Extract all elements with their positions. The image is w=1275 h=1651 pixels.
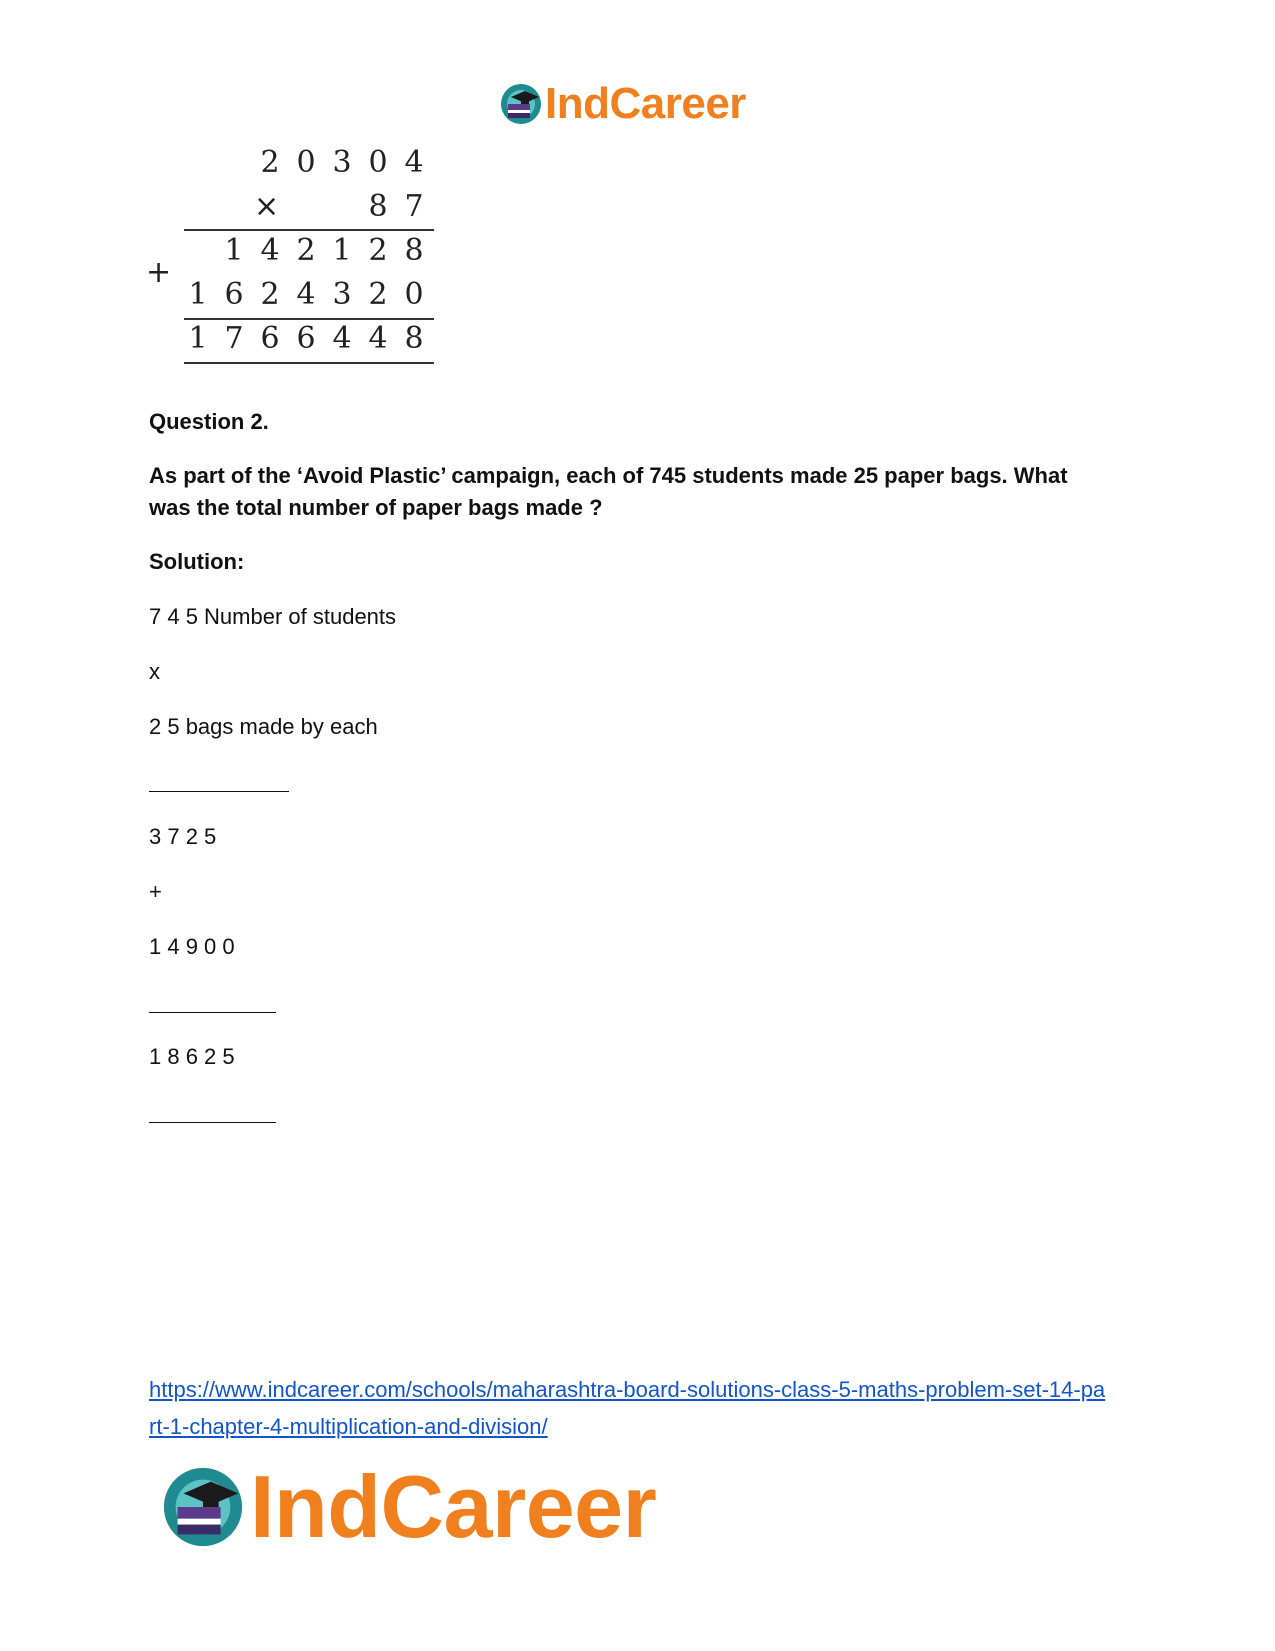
partial-product-1-row <box>140 233 432 268</box>
digit: 1 <box>224 233 244 268</box>
digit: 1 <box>188 321 208 356</box>
solution-divider <box>149 1012 276 1013</box>
solution-plus-sign: + <box>149 879 162 904</box>
digit: 1 <box>332 233 352 268</box>
digit: 4 <box>404 145 424 180</box>
digit: 3 <box>332 145 352 180</box>
digit: 7 <box>224 321 244 356</box>
digit: 8 <box>404 233 424 268</box>
multiplicand-row <box>140 145 432 180</box>
divider-line <box>184 318 434 320</box>
multiply-sign: × <box>254 189 280 224</box>
indcareer-logo-top <box>499 78 746 130</box>
indcareer-logo-bottom <box>160 1457 656 1557</box>
digit: 0 <box>368 145 388 180</box>
digit: 3 <box>332 277 352 312</box>
result-row <box>140 321 432 356</box>
solution-students-line: 7 4 5 Number of students <box>149 604 397 629</box>
divider-line <box>184 229 434 231</box>
solution-partial-1: 3 7 2 5 <box>149 824 217 849</box>
solution-divider <box>149 791 289 792</box>
solution-partial-2: 1 4 9 0 0 <box>149 934 235 959</box>
solution-total: 1 8 6 2 5 <box>149 1044 235 1069</box>
digit: 1 <box>188 277 208 312</box>
solution-heading: Solution: <box>149 549 245 574</box>
divider-line <box>184 362 434 364</box>
graduation-book-icon <box>160 1464 246 1550</box>
source-link[interactable]: https://www.indcareer.com/schools/maharashtra-board-solutions-class-5-maths-problem-set-14-part-1-chapter-4-multiplication-and-division/ <box>149 1377 1106 1439</box>
digit: 2 <box>368 277 388 312</box>
digit: 0 <box>404 277 424 312</box>
digit: 2 <box>260 277 280 312</box>
plus-sign: + <box>146 255 172 290</box>
solution-multiply-sign: x <box>149 659 160 684</box>
digit: 2 <box>260 145 280 180</box>
solution-bags-line: 2 5 bags made by each <box>149 714 378 739</box>
digit: 6 <box>296 321 316 356</box>
digit: 4 <box>368 321 388 356</box>
digit: 4 <box>260 233 280 268</box>
multiplication-figure <box>140 145 440 385</box>
digit: 2 <box>296 233 316 268</box>
logo-wordmark: IndCareer <box>250 1457 657 1556</box>
partial-product-2-row <box>140 277 432 312</box>
digit: 4 <box>296 277 316 312</box>
logo-wordmark: IndCareer <box>545 79 746 128</box>
digit: 8 <box>404 321 424 356</box>
digit: 6 <box>260 321 280 356</box>
digit: 8 <box>368 189 388 224</box>
digit: 2 <box>368 233 388 268</box>
question-heading: Question 2. <box>149 409 269 434</box>
multiplier-row <box>140 189 432 224</box>
digit: 0 <box>296 145 316 180</box>
graduation-book-icon <box>499 82 543 126</box>
question-text: As part of the ‘Avoid Plastic’ campaign, each of 745 students made 25 paper bags. What was the total number of paper bags made ? <box>149 463 1068 520</box>
solution-divider <box>149 1122 276 1123</box>
digit: 4 <box>332 321 352 356</box>
digit: 7 <box>404 189 424 224</box>
digit: 6 <box>224 277 244 312</box>
